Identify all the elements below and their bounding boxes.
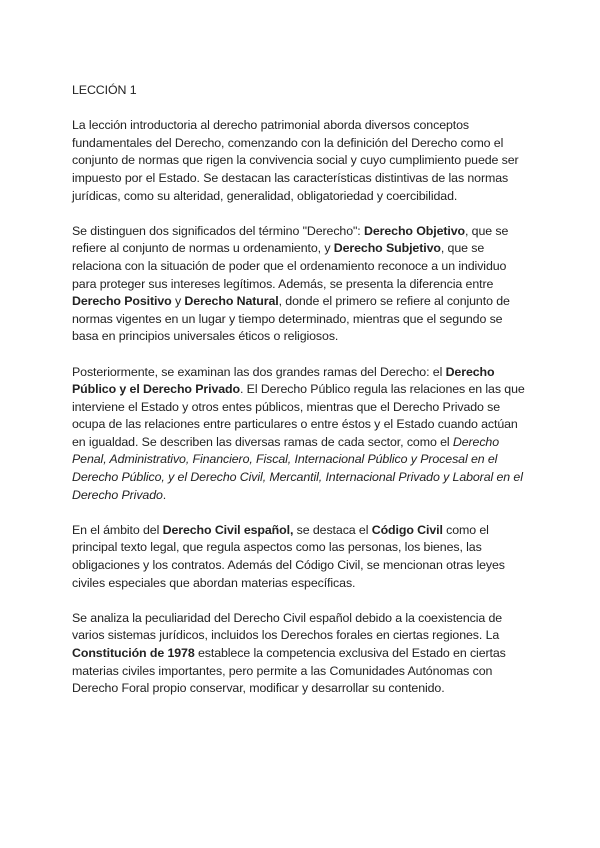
text-run: establece la competencia exclusiva del Estado en ciertas materias civiles importantes, pero permite a las Comunidades Autónomas con Derecho Foral propio conservar, modificar y desarrollar su contenido. (72, 646, 506, 696)
text-run: se destaca el (293, 522, 372, 537)
paragraph-branches (72, 364, 528, 505)
paragraph-intro-text: La lección introductoria al derecho patrimonial aborda diversos conceptos fundamentales del Derecho, comenzando con la definición del Derecho como el conjunto de normas que rigen la convivencia social y cuyo cumplimiento puede ser impuesto por el Estado. Se destacan las características distintivas de las normas jurídicas, como su alteridad, generalidad, obligatoriedad y coercibilidad. (72, 118, 519, 203)
text-run: . El Derecho Público regula las relaciones en las que interviene el Estado y otros entes públicos, mientras que el Derecho Privado se ocupa de las relaciones entre particulares o entre éstos y el Estado cuando actúan en igualdad. Se describen las diversas ramas de cada sector, como el (72, 382, 525, 449)
text-run: , que se refiere al conjunto de normas u ordenamiento, y (72, 223, 509, 256)
term-derecho-civil-espanol: Derecho Civil español, (162, 522, 294, 537)
paragraph-meanings (72, 223, 528, 346)
term-derecho-objetivo: Derecho Objetivo (364, 223, 465, 238)
text-run: y (171, 294, 185, 309)
document-page (72, 82, 528, 715)
text-run: . (162, 487, 167, 502)
paragraph-intro (72, 117, 528, 205)
text-run: , donde el primero se refiere al conjunto de normas vigentes en un lugar y tiempo determinado, mientras que el segundo se basa en principios universales éticos o religiosos. (72, 294, 510, 344)
text-run: como el principal texto legal, que regula aspectos como las personas, los bienes, las obligaciones y los contratos. Además del Código Civil, se mencionan otras leyes civiles especiales que abordan materias específicas. (72, 522, 505, 590)
term-constitucion-1978: Constitución de 1978 (72, 646, 195, 660)
paragraph-foral (72, 610, 528, 698)
text-run: En el ámbito del (72, 522, 163, 537)
text-run: Posteriormente, se examinan las dos grandes ramas del Derecho: el (72, 364, 446, 379)
term-derecho-natural: Derecho Natural (184, 294, 279, 309)
paragraph-civil-code (72, 522, 528, 592)
text-run: , que se relaciona con la situación de poder que el ordenamiento reconoce a un individuo para proteger sus intereses legítimos. Además, se presenta la diferencia entre (72, 241, 507, 291)
term-publico-privado: Derecho Público y el Derecho Privado (72, 364, 495, 397)
branches-list: Derecho Penal, Administrativo, Financiero, Fiscal, Internacional Público y Procesal en el Derecho Público, y el Derecho Civil, Mercantil, Internacional Privado y Laboral en el Derecho Privado (72, 434, 523, 502)
term-derecho-subjetivo: Derecho Subjetivo (333, 241, 441, 256)
lesson-title: LECCIÓN 1 (72, 83, 137, 97)
text-run: Se analiza la peculiaridad del Derecho Civil español debido a la coexistencia de varios sistemas jurídicos, incluidos los Derechos forales en ciertas regiones. La (72, 610, 503, 643)
term-codigo-civil: Código Civil (371, 522, 443, 537)
text-run: Se distinguen dos significados del término "Derecho": (72, 223, 364, 238)
term-derecho-positivo: Derecho Positivo (72, 294, 172, 309)
